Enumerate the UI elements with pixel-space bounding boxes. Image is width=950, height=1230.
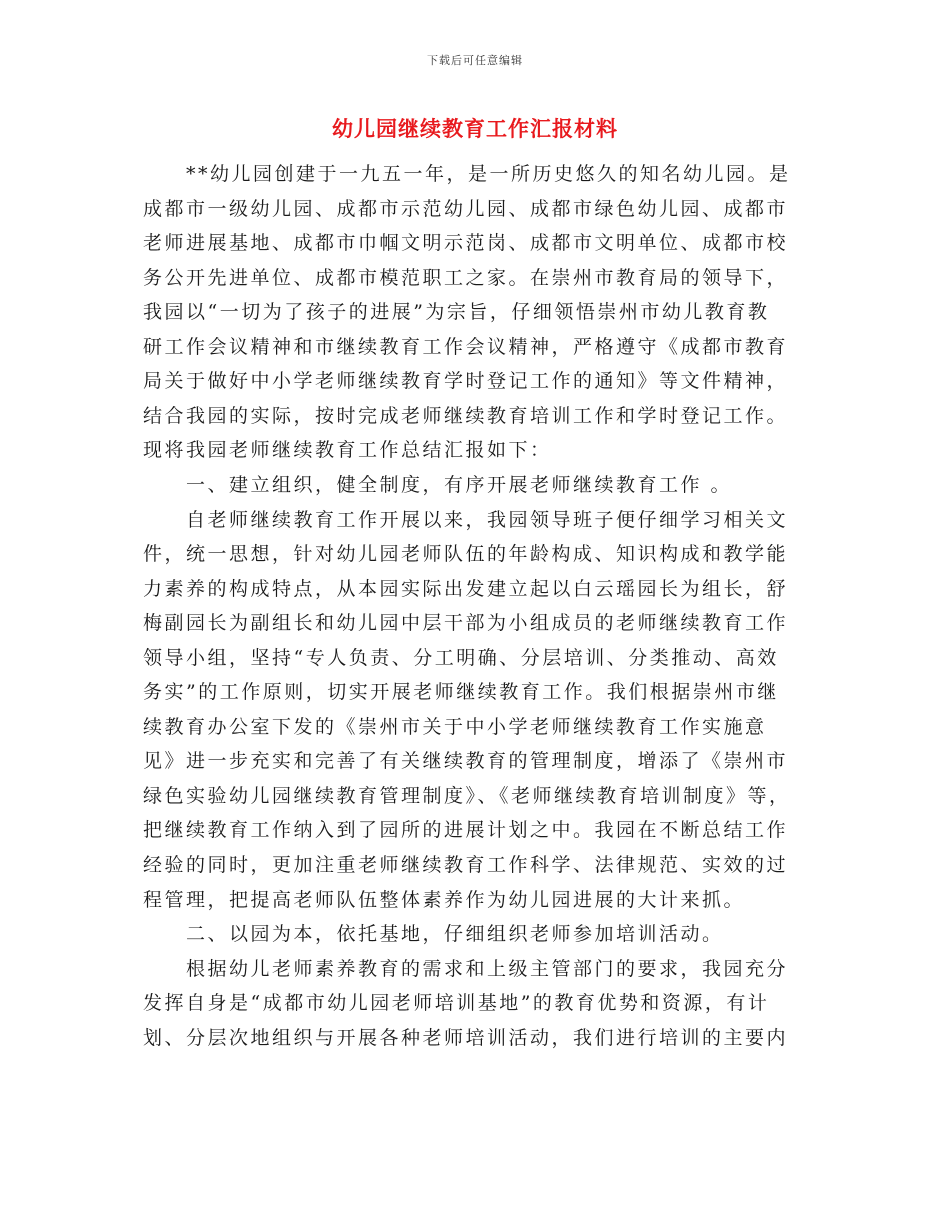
body-text-line: 件，统一思想，针对幼儿园老师队伍的年龄构成、知识构成和教学能 [143,543,789,566]
body-text-line: 续教育办公室下发的《崇州市关于中小学老师继续教育工作实施意 [143,715,767,738]
body-text-line: 发挥自身是“成都市幼儿园老师培训基地”的教育优势和资源，有计 [143,992,770,1015]
body-text-line: 局关于做好中小学老师继续教育学时登记工作的通知》等文件精神， [143,370,789,393]
body-text-line: 把继续教育工作纳入到了园所的进展计划之中。我园在不断总结工作 [143,819,789,842]
body-text-line: 绿色实验幼儿园继续教育管理制度》、《老师继续教育培训制度》等， [143,784,791,807]
body-text-line: 研工作会议精神和市继续教育工作会议精神，严格遵守《成都市教育 [143,335,789,358]
body-text-line: 结合我园的实际，按时完成老师继续教育培训工作和学时登记工作。 [143,404,789,427]
body-text-line: 领导小组，坚持“专人负责、分工明确、分层培训、分类推动、高效 [143,646,779,669]
body-text-line: 二、以园为本，依托基地，仔细组织老师参加培训活动。 [186,923,724,946]
header-note: 下载后可任意编辑 [427,54,523,67]
body-text-line: 力素养的构成特点，从本园实际出发建立起以白云瑶园长为组长，舒 [143,577,789,600]
body-text-line: 根据幼儿老师素养教育的需求和上级主管部门的要求，我园充分 [186,957,789,980]
body-text-line: 梅副园长为副组长和幼儿园中层干部为小组成员的老师继续教育工作 [143,612,789,635]
document-title: 幼儿园继续教育工作汇报材料 [332,116,618,141]
body-text-line: 经验的同时，更加注重老师继续教育工作科学、法律规范、实效的过 [143,854,789,876]
body-text-line: 见》进一步充实和完善了有关继续教育的管理制度，增添了《崇州市 [143,750,789,773]
body-text-line: 自老师继续教育工作开展以来，我园领导班子便仔细学习相关文 [186,508,789,531]
body-text-line: 我园以“一切为了孩子的进展”为宗旨，仔细领悟崇州市幼儿教育教 [143,301,770,324]
body-text-line: 成都市一级幼儿园、成都市示范幼儿园、成都市绿色幼儿园、成都市 [143,197,789,220]
body-text-line: 老师进展基地、成都市巾帼文明示范岗、成都市文明单位、成都市校 [143,232,789,255]
body-text-line: 务实”的工作原则，切实开展老师继续教育工作。我们根据崇州市继 [143,681,779,704]
body-text-line: 一、建立组织，健全制度，有序开展老师继续教育工作 。 [186,473,733,496]
body-text-line: 划、分层次地组织与开展各种老师培训活动，我们进行培训的主要内 [143,1026,789,1049]
body-text-line: 程管理，把提高老师队伍整体素养作为幼儿园进展的大计来抓。 [143,888,746,911]
body-text-line: 现将我园老师继续教育工作总结汇报如下： [143,439,552,462]
body-text-line: 务公开先进单位、成都市模范职工之家。在崇州市教育局的领导下， [143,266,789,289]
body-text-line: **幼儿园创建于一九五一年，是一所历史悠久的知名幼儿园。是 [186,163,791,185]
